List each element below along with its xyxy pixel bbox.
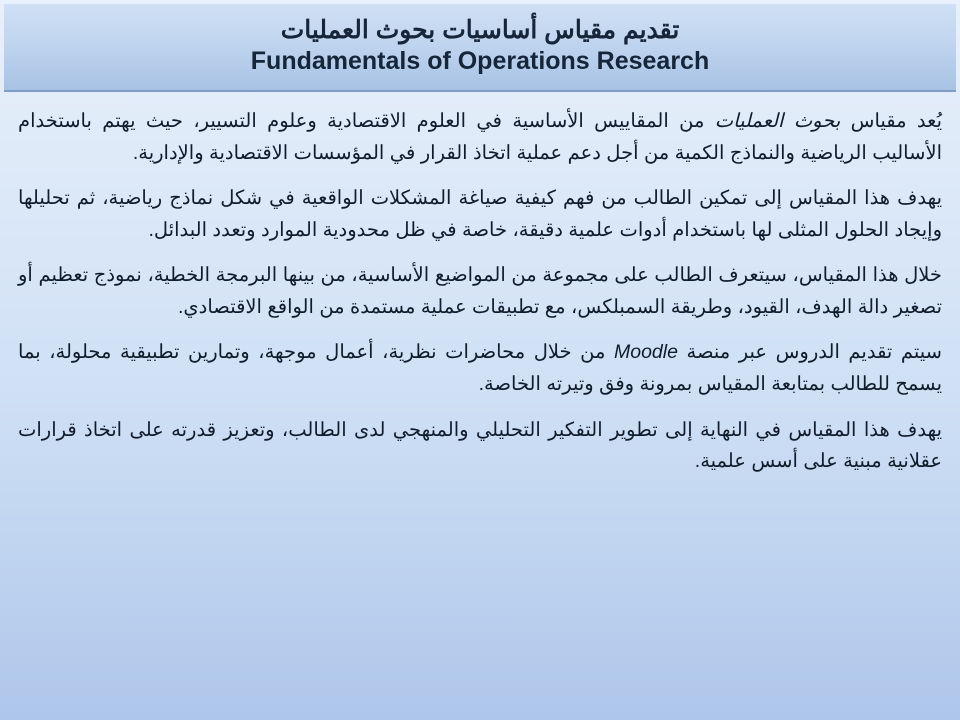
paragraph-5: يهدف هذا المقياس في النهاية إلى تطوير التفكير التحليلي والمنهجي لدى الطالب، وتعزيز قدرته على اتخاذ قرارات عقلانية مبنية على أسس علمية. [18,418,942,473]
slide-body [4,96,956,716]
paragraph-2: يهدف هذا المقياس إلى تمكين الطالب من فهم كيفية صياغة المشكلات الواقعية في شكل نماذج رياضية، ثم تحليلها وإيجاد الحلول المثلى لها باستخدام أدوات علمية دقيقة، خاصة في ظل محدودية الموارد وتعدد البدائل. [18,187,942,241]
slide-title-block [4,4,956,92]
paragraph-4: سيتم تقديم الدروس عبر منصة Moodle من خلال محاضرات نظرية، أعمال موجهة، وتمارين تطبيقية محلولة، بما يسمح للطالب بمتابعة المقياس بمرونة وفق وتيرته الخاصة. [18,341,943,396]
page-title-english: Fundamentals of Operations Research [250,47,710,76]
page-title-arabic: تقديم مقياس أساسيات بحوث العمليات [280,15,680,44]
paragraph-1: يُعد مقياس بحوث العمليات من المقاييس الأساسية في العلوم الاقتصادية وعلوم التسيير، حيث يهتم باستخدام الأساليب الرياضية والنماذج الكمية من أجل دعم عملية اتخاذ القرار في المؤسسات الاقتصادية والإدارية. [18,110,942,164]
paragraph-3: خلال هذا المقياس، سيتعرف الطالب على مجموعة من المواضيع الأساسية، من بينها البرمجة الخطية، نموذج تعظيم أو تصغير دالة الهدف، القيود، وطريقة السمبلكس، مع تطبيقات عملية مستمدة من الواقع الاقتصادي. [18,264,942,318]
